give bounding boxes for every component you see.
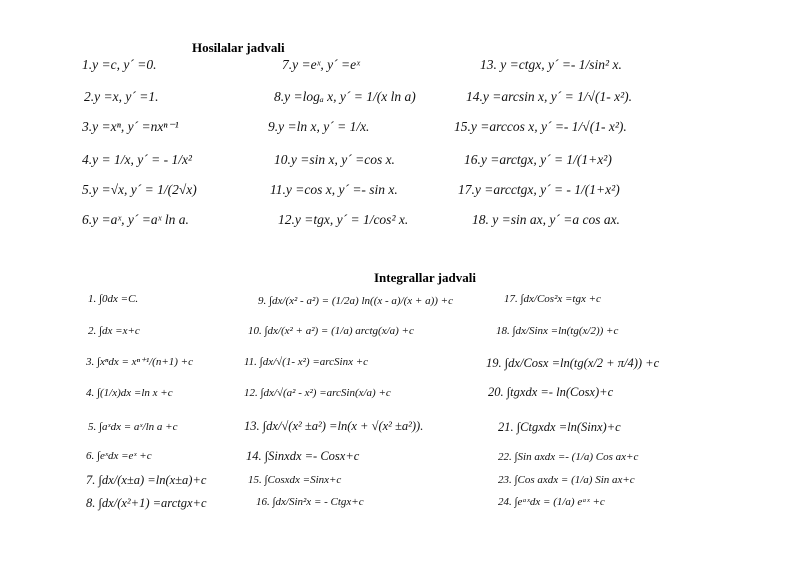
integral-formula-2: 2. ∫dx =x+c: [88, 325, 140, 337]
derivative-formula-18: 18. y =sin ax, y´ =a cos ax.: [472, 212, 620, 227]
derivative-formula-8: 8.y =logₐ x, y´ = 1/(x ln a): [274, 89, 416, 104]
derivative-formula-1: 1.y =c, y´ =0.: [82, 57, 157, 72]
integral-formula-17: 17. ∫dx/Cos²x =tgx +c: [504, 293, 601, 305]
derivative-formula-10: 10.y =sin x, y´ =cos x.: [274, 152, 395, 167]
derivative-formula-9: 9.y =ln x, y´ = 1/x.: [268, 119, 370, 134]
integral-formula-24: 24. ∫eᵃˣdx = (1/a) eᵃˣ +c: [498, 496, 605, 508]
integral-formula-5: 5. ∫aˣdx = aˣ/ln a +c: [88, 421, 178, 433]
integral-formula-18: 18. ∫dx/Sinx =ln(tg(x/2)) +c: [496, 325, 619, 337]
derivative-formula-6: 6.y =aˣ, y´ =aˣ ln a.: [82, 212, 189, 227]
integral-formula-14: 14. ∫Sinxdx =- Cosx+c: [246, 449, 360, 463]
derivative-formula-3: 3.y =xⁿ, y´ =nxⁿ⁻¹: [82, 119, 179, 134]
integral-formula-11: 11. ∫dx/√(1- x²) =arcSinx +c: [244, 356, 369, 368]
derivative-formula-17: 17.y =arcctgx, y´ = - 1/(1+x²): [458, 182, 620, 197]
derivative-formula-2: 2.y =x, y´ =1.: [84, 89, 159, 104]
derivative-formula-5: 5.y =√x, y´ = 1/(2√x): [82, 182, 197, 197]
integral-formula-12: 12. ∫dx/√(a² - x²) =arcSin(x/a) +c: [244, 387, 391, 399]
integral-formula-16: 16. ∫dx/Sin²x = - Ctgx+c: [256, 496, 364, 508]
integral-formula-3: 3. ∫xⁿdx = xⁿ⁺¹/(n+1) +c: [86, 356, 193, 368]
integral-formula-13: 13. ∫dx/√(x² ±a²) =ln(x + √(x² ±a²)).: [244, 419, 424, 433]
integral-formula-10: 10. ∫dx/(x² + a²) = (1/a) arctg(x/a) +c: [248, 325, 414, 337]
integral-formula-4: 4. ∫(1/x)dx =ln x +c: [86, 387, 173, 399]
integral-formula-8: 8. ∫dx/(x²+1) =arctgx+c: [86, 496, 207, 510]
derivatives-title: Hosilalar jadvali: [192, 40, 285, 55]
derivative-formula-15: 15.y =arccos x, y´ =- 1/√(1- x²).: [454, 119, 627, 134]
integral-formula-23: 23. ∫Cos axdx = (1/a) Sin ax+c: [498, 474, 635, 486]
integral-formula-21: 21. ∫Ctgxdx =ln(Sinx)+c: [498, 420, 621, 434]
integrals-title: Integrallar jadvali: [374, 270, 476, 285]
integral-formula-6: 6. ∫eˣdx =eˣ +c: [86, 450, 152, 462]
derivative-formula-16: 16.y =arctgx, y´ = 1/(1+x²): [464, 152, 612, 167]
derivative-formula-4: 4.y = 1/x, y´ = - 1/x²: [82, 152, 192, 167]
integral-formula-20: 20. ∫tgxdx =- ln(Cosx)+c: [488, 385, 614, 399]
derivative-formula-14: 14.y =arcsin x, y´ = 1/√(1- x²).: [466, 89, 633, 104]
derivative-formula-12: 12.y =tgx, y´ = 1/cos² x.: [278, 212, 409, 227]
derivative-formula-11: 11.y =cos x, y´ =- sin x.: [270, 182, 398, 197]
integral-formula-19: 19. ∫dx/Cosx =ln(tg(x/2 + π/4)) +c: [486, 356, 660, 370]
integral-formula-9: 9. ∫dx/(x² - a²) = (1/2a) ln((x - a)/(x + a)) +c: [258, 295, 453, 307]
derivative-formula-13: 13. y =ctgx, y´ =- 1/sin² x.: [480, 57, 622, 72]
integral-formula-7: 7. ∫dx/(x±a) =ln(x±a)+c: [86, 473, 207, 487]
integral-formula-1: 1. ∫0dx =C.: [88, 293, 139, 305]
integral-formula-15: 15. ∫Cosxdx =Sinx+c: [248, 474, 342, 486]
integral-formula-22: 22. ∫Sin axdx =- (1/a) Cos ax+c: [498, 451, 639, 463]
derivative-formula-7: 7.y =eˣ, y´ =eˣ: [282, 57, 360, 72]
